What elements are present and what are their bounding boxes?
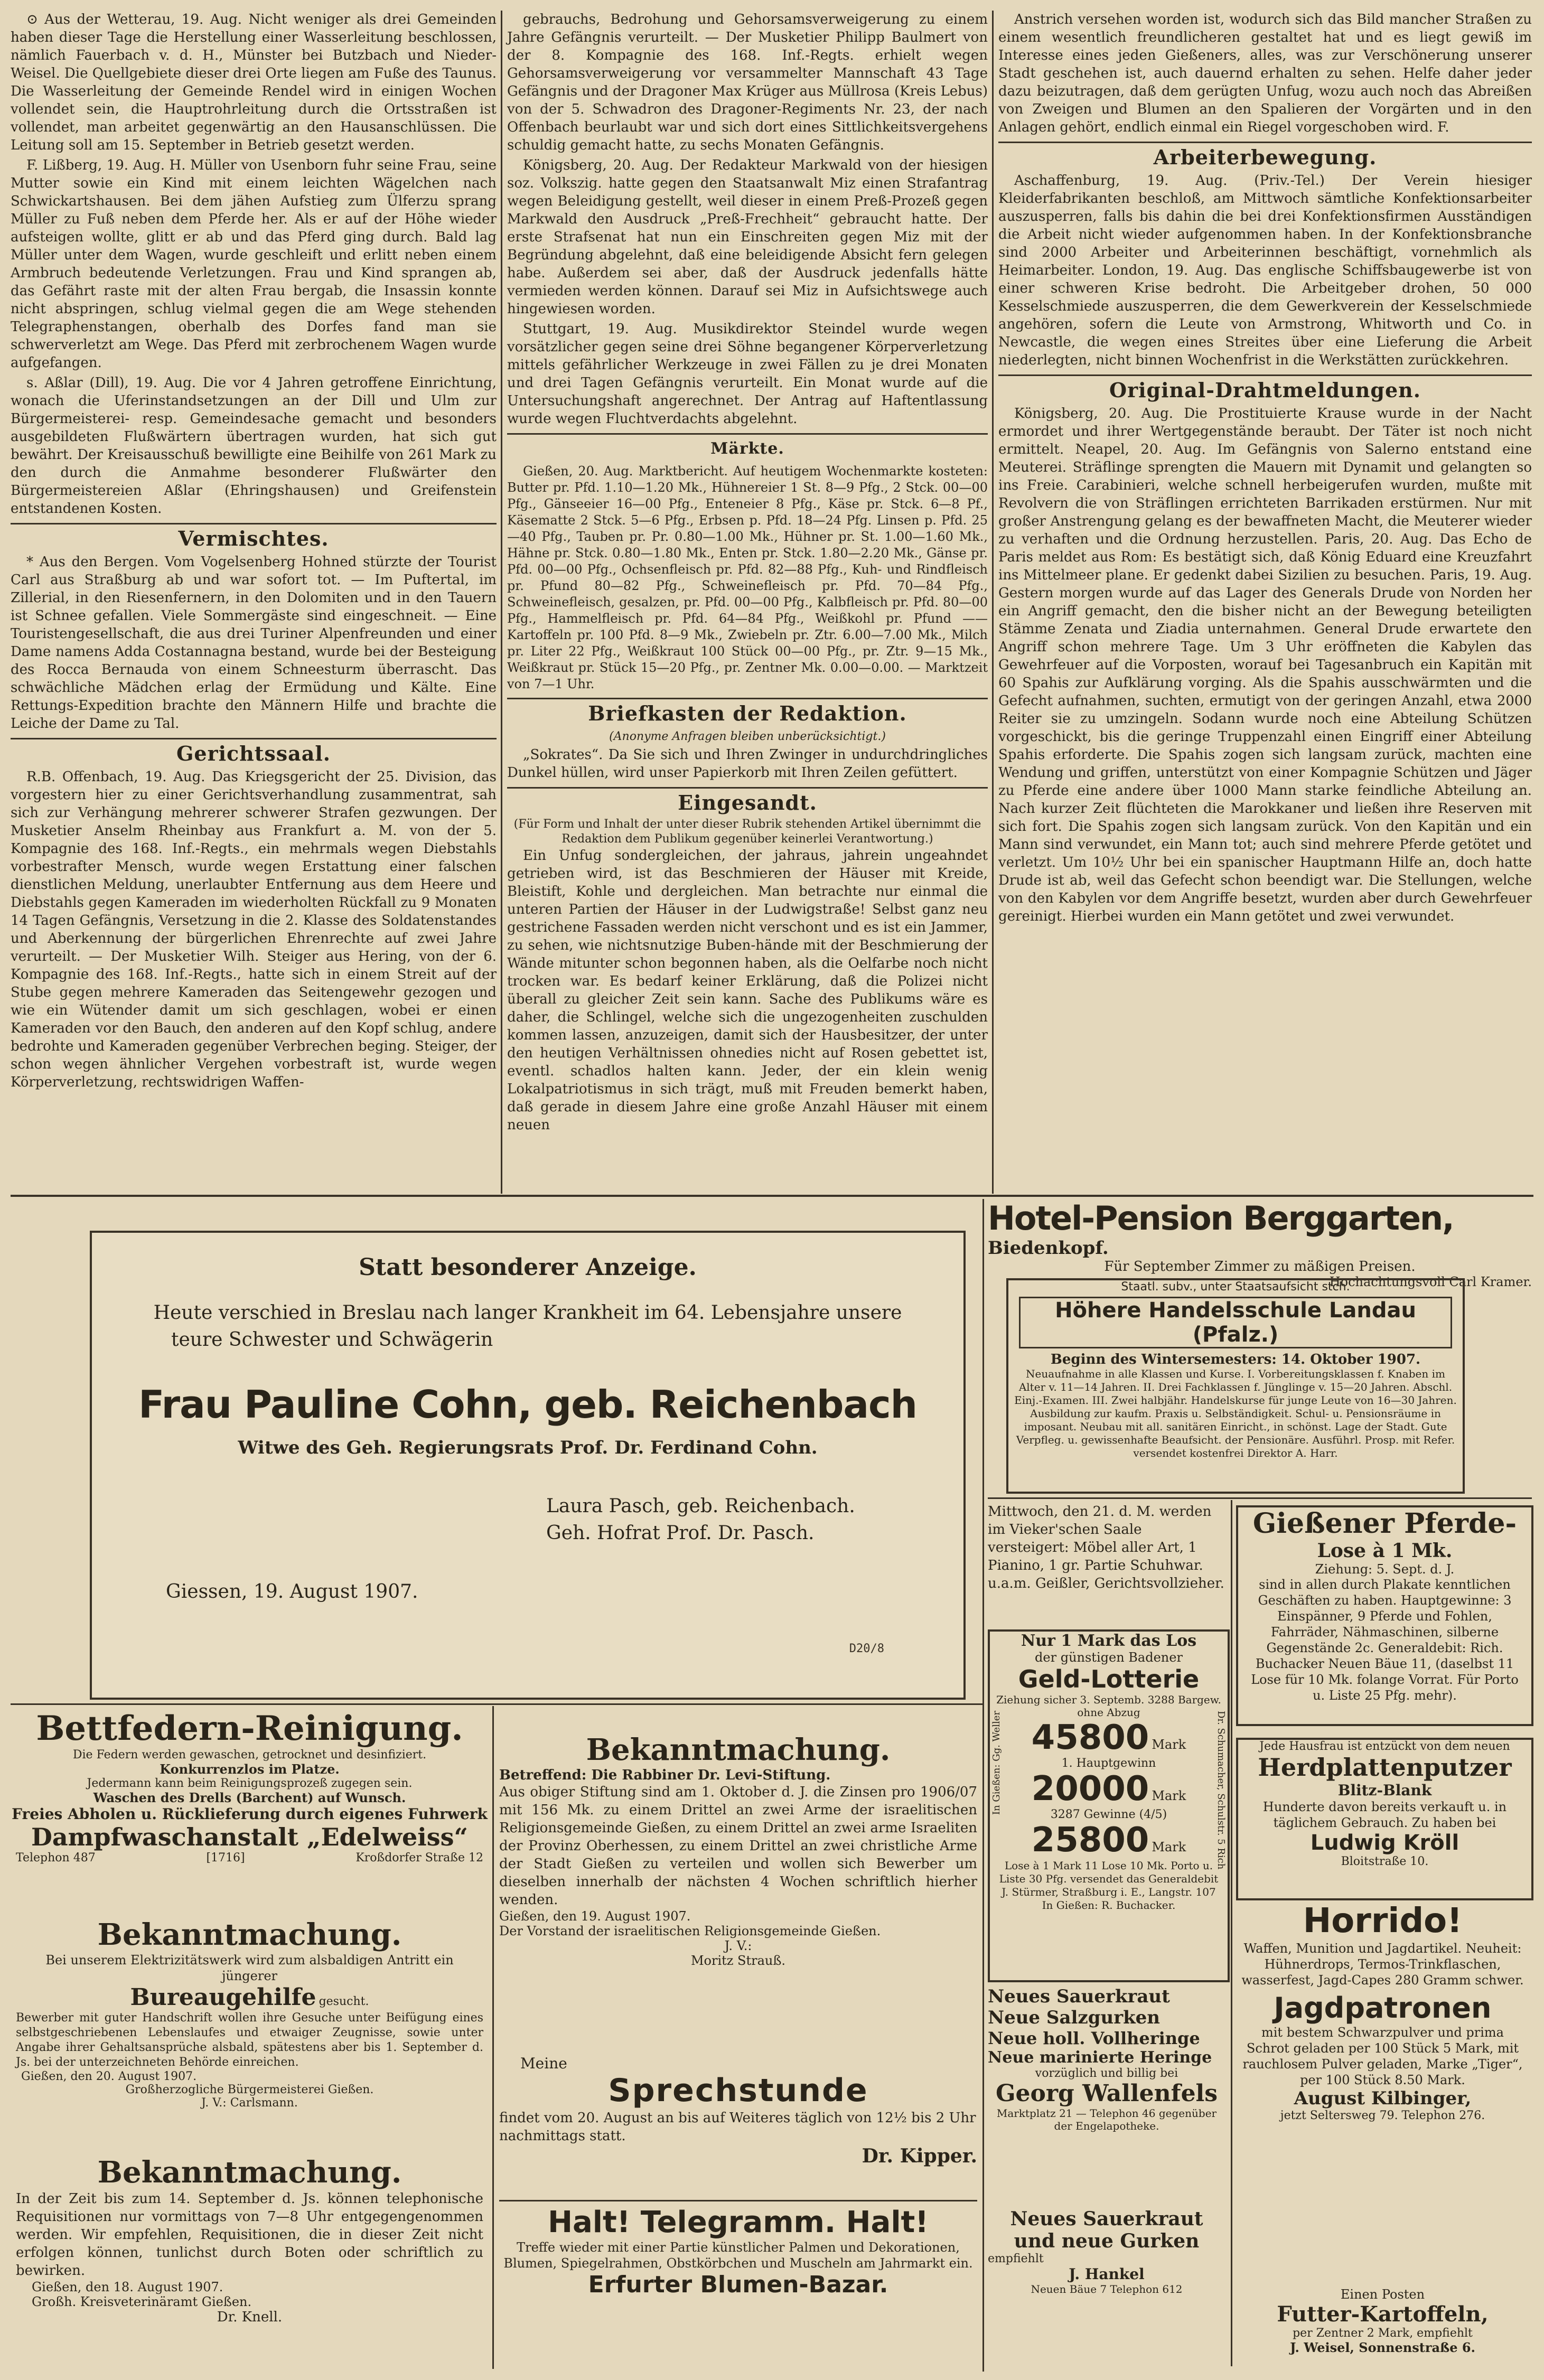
sk1-line4: Neue marinierte Heringe [988,2048,1212,2067]
ad-bekanntmachung-1 [11,1917,489,2150]
death-notice-date: Giessen, 19. August 1907. [166,1581,418,1603]
divider [998,374,1532,376]
lotterie-side-left: In Gießen: Gg. Weller [991,1711,1002,1815]
bek1-line1: Bei unserem Elektrizitätswerk wird zum alsbaldigen Antritt ein jüngerer [45,1953,454,1983]
section-heading-eingesandt: Eingesandt. [678,791,817,814]
pferde-title: Gießener Pferde- [1252,1507,1517,1540]
article-stuttgart: Stuttgart, 19. Aug. Musikdirektor Steindel wurde wegen vorsätzlicher gegen seine drei Söhne begangener Körperverletzung mittels gefährlicher Werkzeuge in zwei Fällen zu je drei Monaten und drei Tagen Gefängnis verurteilt. Ein Monat wurde auf die Untersuchungshaft angerechnet. Der Antrag auf Haftentlassung wurde wegen Fluchtverdachts abgelehnt. [507,321,988,427]
section-heading-drahtmeldungen: Original-Drahtmeldungen. [1109,378,1421,402]
ad-auction [988,1503,1225,1645]
futter-line2: per Zentner 2 Mark, empfiehlt [1293,2327,1473,2340]
ad-horrido [1236,1901,1529,2282]
bek3-text: Aus obiger Stiftung sind am 1. Oktober d. J. die Zinsen pro 1906/07 mit 156 Mk. zu einem Drittel an zwei Arme der israelitischen Religionsgemeinde Gießen, zu einem Drittel an zwei arme Israeliten der Provinz Oberhessen, zu einem Drittel an zwei christliche Arme der Stadt Gießen zu verteilen und wollen sich Bewerber um dieselben innerhalb der nächsten 4 Wochen schriftlich hierher wenden. [499,1784,977,1908]
pferde-text: sind in allen durch Plakate kenntlichen Geschäften zu haben. Hauptgewinne: 3 Einspänner, 9 Pferde und Fohlen, Fahrräder, Nähmaschinen, silberne Gegenstände 2c. Generaldebit: Rich. Buchacker Neuen Bäue 11, (daselbst 11 Lose für 10 Mk. folange Vorrat. Für Porto u. Liste 25 Pfg. mehr). [1251,1577,1519,1703]
divider [11,738,497,739]
article-offenbach: R.B. Offenbach, 19. Aug. Das Kriegsgericht der 25. Division, das vorgestern hier zu einer Gerichtsverhandlung zusammentrat, sah sich zur Verhängung mehrerer schwerer Strafen gezwungen. Der Musketier Anselm Rheinbay aus Frankfurt a. M. von der 5. Kompagnie des 168. Inf.-Regts., ein mehrmals wegen Diebstahls vorbestrafter Mensch, wurde wegen Erstattung einer falschen dienstlichen Meldung, unerlaubter Entfernung aus dem Heere und Diebstahls gegen Kameraden im wiederholten Rückfall zu 9 Monaten 14 Tagen Gefängnis, Versetzung in die 2. Klasse des Soldatenstandes und Aberkennung der bürgerlichen Ehrenrechte auf zwei Jahre verurteilt. — Der Musketier Wilh. Steiger aus Hering, von der 6. Kompagnie des 168. Inf.-Regts., hatte sich in einem Streit auf der Stube gegen mehrere Kameraden das Seitengewehr gezogen und wie ein Wütender damit um sich geschlagen, wobei er einen Kameraden vor den Bauch, den anderen auf den Kopf schlug, andere bedrohte und Kameraden gegenüber Verbrechen beging. Steiger, der schon wegen ähnlicher Vergehen vorbestraft ist, wurde wegen Körperverletzung, rechtswidrigen Waffen- [11,769,497,1090]
ad-blumen [499,2205,977,2369]
ad-futter [1236,2287,1529,2372]
bek3-title: Bekanntmachung. [586,1732,891,1767]
bett-line2: Konkurrenzlos im Platze. [160,1761,340,1777]
herd-sub: Blitz-Blank [1337,1782,1432,1799]
divider [507,433,988,435]
article-sokrates: „Sokrates“. Da Sie sich und Ihren Zwinger in undurchdringliches Dunkel hüllen, wird unser Papierkorb mit Ihren Zeilen gefüttert. [507,747,988,781]
bett-title: Bettfedern-Reinigung. [36,1709,463,1748]
sprech-text: findet vom 20. August an bis auf Weiteres täglich von 12½ bis 2 Uhr nachmittags statt. [499,2110,976,2144]
lotterie-sub: der günstigen Badener [1035,1650,1183,1665]
article-bergen: * Aus den Bergen. Vom Vogelsenberg Hohned stürzte der Tourist Carl aus Straßburg ab und war sofort tot. — Im Puftertal, im Zillerial, in den Riesenfernern, in den Dolomiten und in den Tauern ist Schnee gefallen. Viele Sommergäste sind eingeschneit. — Eine Touristengesellschaft, die aus drei Turiner Alpenfreunden und einer Dame namens Adda Costannagna bestand, wurde bei der Besteigung des Rocca Bernauda von einem Schneesturm überrascht. Das schwächliche Mädchen erlag der Ermüdung und Kälte. Eine Rettungs-Expedition brachte den Männern Hilfe und brachte die Leiche der Dame zu Tal. [11,554,497,732]
ads-divider [11,1195,1533,1197]
bek1-date: Gießen, den 20. August 1907. [21,2070,197,2083]
hotel-place: Biedenkopf. [988,1238,1109,1259]
bett-line1: Die Federn werden gewaschen, getrocknet und desinfiziert. [72,1748,427,1761]
article-wetterau: ⊙ Aus der Wetterau, 19. Aug. Nicht weniger als drei Gemeinden haben dieser Tage die Herstellung einer Wasserleitung beschlossen, nämlich Fauerbach v. d. H., Münster bei Butzbach und Nieder-Weisel. Die Quellgebiete dieser drei Orte liegen am Fuße des Taunus. Die Wasserleitung der Gemeinde Rendel wird in einigen Wochen vollendet sein, die Hauptrohrleitung durch die Ortsstraßen ist vollendet, man arbeitet gegenwärtig an den Hausanschlüssen. Die Leitung soll am 15. September in Betrieb gesetzt werden. [11,12,497,153]
ad-herd [1236,1738,1533,1900]
bek3-betr: Betreffend: Die Rabbiner Dr. Levi-Stiftung. [499,1767,831,1783]
sk1-addr: Marktplatz 21 — Telephon 46 gegenüber der Engelapotheke. [996,2107,1217,2132]
bek1-text: Bewerber mit guter Handschrift wollen ihre Gesuche unter Beifügung eines selbstgeschriebenen Lebenslaufes und etwaiger Zeugnisse, sowie unter Angabe ihrer Gehaltsansprüche alsbald, spätestens aber bis 1. September d. Js. bei der unterzeichneten Behörde einreichen. [16,2011,483,2069]
ad-sauerkraut-2 [988,2208,1225,2366]
ad-sprechstunde [499,2055,977,2197]
sprech-title: Sprechstunde [608,2072,868,2109]
hotel-title: Hotel-Pension Berggarten, [988,1199,1454,1238]
ad-sauerkraut-1 [988,1986,1225,2197]
section-heading-briefkasten: Briefkasten der Redaktion. [588,701,907,725]
bek1-line3: gesucht. [319,1995,369,2008]
herd-title: Herdplattenputzer [1258,1753,1512,1782]
ad-divider [11,1703,982,1705]
lotterie-haupt: 1. Hauptgewinn [1061,1757,1156,1770]
sk2-addr: Neuen Bäue 7 Telephon 612 [1031,2283,1183,2295]
column-1 [11,11,497,1194]
article-koenigsberg: Königsberg, 20. Aug. Der Redakteur Markwald von der hiesigen soz. Volkszig. hatte gegen den Staatsanwalt Miz einen Strafantrag wegen Beleidigung gestellt, weil dieser in einem Preß-Prozeß gegen Markwald den Ausdruck „Preß-Frechheit“ gebraucht hatte. Der erste Strafsenat hat nun ein Einschreiten gegen Miz mit der Begründung abgelehnt, daß eine beleidigende Absicht fern gelegen habe. Außerdem sei aber, daß der Ausdruck jedenfalls hätte vermieden werden können. Darauf sei Miz in Aufsichtswege auch hingewiesen worden. [507,157,988,317]
pferde-sub: Lose à 1 Mk. [1317,1540,1453,1562]
sk1-name: Georg Wallenfels [995,2080,1218,2107]
sk2-name: J. Hankel [1069,2265,1145,2283]
lotterie-top: Nur 1 Mark das Los [1021,1632,1197,1650]
bek1-title: Bekanntmachung. [97,1917,402,1952]
sk2-line3: empfiehlt [988,2252,1044,2265]
sk2-line1: Neues Sauerkraut [1010,2208,1203,2230]
horrido-text: Waffen, Munition und Jagdartikel. Neuheit: Hühnerdrops, Termos-Trinkflaschen, wasserfest, Jagd-Capes 280 Gramm schwer. [1241,1941,1524,1988]
lotterie-prize-1: 45800 [1031,1718,1149,1757]
lotterie-prize-2: 20000 [1031,1769,1149,1809]
school-title: Höhere Handelsschule Landau (Pfalz.) [1019,1297,1452,1348]
article-eingesandt-cont: Anstrich versehen worden ist, wodurch sich das Bild mancher Straßen zu einem wesentlich freundlicheren gestaltet hat und es liegt gewiß im Interesse eines jeden Gießeners, alles, was zur Verschönerung unserer Stadt geschehen ist, auch dauernd erhalten zu sehen. Helfe daher jeder dazu beizutragen, daß dem gerügten Unfug, wozu auch noch das Abreißen von Zweigen und Blumen an den Spalieren der Vorgärten und in den Anlagen gehört, endlich einmal ein Riegel vorgeschoben wird. F. [998,12,1532,135]
bek3-org: Der Vorstand der israelitischen Religionsgemeinde Gießen. [499,1924,881,1938]
futter-line1: Einen Posten [1340,2287,1425,2302]
section-heading-arbeiterbewegung: Arbeiterbewegung. [1153,145,1377,169]
death-notice-line2: teure Schwester und Schwägerin [171,1329,493,1351]
lotterie-prize-3: 25800 [1031,1821,1149,1860]
ad-bekanntmachung-2 [11,2155,489,2369]
blumen-title: Halt! Telegramm. Halt! [548,2205,929,2240]
bek2-text: In der Zeit bis zum 14. September d. Js. können telephonische Requisitionen nur vormittags von 7—8 Uhr entgegengenommen werden. Wir empfehlen, Requisitionen, die in dieser Zeit nicht erfolgen können, tunlichst durch Boten oder schriftlich zu bewirken. [16,2191,483,2279]
ad-divider [988,1497,1532,1499]
ads-column-rule [982,1199,984,2372]
section-heading-maerkte: Märkte. [710,439,784,458]
ad-divider [499,2200,977,2201]
column-rule [992,11,994,1194]
column-rule [501,11,502,1194]
auction-text: Mittwoch, den 21. d. M. werden im Vieker'schen Saale versteigert: Möbel aller Art, 1 Pianino, 1 gr. Partie Schuhwar. u.a.m. Geißler, Gerichtsvollzieher. [988,1504,1224,1591]
sk2-line2: und neue Gurken [1014,2230,1200,2252]
bett-line4: Waschen des Drells (Barchent) auf Wunsch. [93,1790,406,1805]
bett-name: Dampfwaschanstalt „Edelweiss“ [31,1823,469,1851]
sk1-line1: Neues Sauerkraut [988,1986,1170,2007]
bek3-date: Gießen, den 19. August 1907. [499,1909,691,1924]
article-asslar: s. Aßlar (Dill), 19. Aug. Die vor 4 Jahren getroffene Einrichtung, wonach die Uferinstandsetzungen an der Dill und Ulm zur Bürgermeisterei- resp. Gemeindesache gemacht und besonders ausgebildeten Flußwärtern übertragen wurden, hat sich gut bewährt. Der Kreisausschuß bewilligte eine Beihilfe von 261 Mark zu den durch die Anmahme besonderer Flußwärter den Bürgermeistereien Aßlar (Ehringshausen) und Greifenstein entstandenen Kosten. [11,375,497,517]
section-heading-vermischtes: Vermischtes. [178,527,329,550]
signatory-1: Laura Pasch, geb. Reichenbach. [546,1495,855,1517]
herd-text: Hunderte davon bereits verkauft u. in täglichem Gebrauch. Zu haben bei [1262,1800,1507,1830]
lotterie-mark: Mark [1152,1840,1186,1854]
bett-footer [11,1851,489,1864]
column-2 [507,11,988,1194]
horrido-name: August Kilbinger, [1294,2088,1472,2109]
herd-name: Ludwig Kröll [1310,1831,1459,1855]
pferde-ziehung: Ziehung: 5. Sept. d. J. [1315,1562,1455,1577]
lotterie-title: Geld-Lotterie [1018,1665,1200,1693]
lotterie-mark: Mark [1152,1788,1186,1803]
sprech-pre: Meine [520,2055,567,2072]
divider [507,787,988,789]
lotterie-gewinne: 3287 Gewinne (4/5) [1050,1808,1167,1821]
bett-tel: Telephon 487 [16,1851,96,1864]
ad-school [1006,1278,1465,1494]
lotterie-mark: Mark [1152,1737,1186,1752]
bek1-org: Großherzogliche Bürgermeisterei Gießen. [125,2083,374,2096]
divider [998,142,1532,143]
lotterie-text: Lose à 1 Mark 11 Lose 10 Mk. Porto u. Liste 30 Pfg. versendet das Generaldebit J. Stürmer, Straßburg i. E., Langstr. 107 In Gießen: R. Buchacker. [999,1859,1219,1912]
article-eingesandt: Ein Unfug sondergleichen, der jahraus, jahrein ungeahndet getrieben wird, ist das Beschmieren der Häuser mit Kreide, Bleistift, Kohle und dergleichen. Man betrachte nur einmal die unteren Partien der Häuser in der Ludwigstraße! Selbst ganz neu gestrichene Fassaden werden nicht verschont und es ist ein Jammer, zu sehen, wie nichtsnutzige Buben-hände mit der Beschmierung der Wände mitunter schon begonnen haben, als die Oelfarbe noch nicht trocken war. Es bedarf keiner Erklärung, daß die Polizei nicht überall zu gleicher Zeit sein kann. Sache des Publikums wäre es daher, die Schlingel, welche sich die ungezogenheiten zuschulden kommen lassen, anzuzeigen, damit sich der Hausbesitzer, der unter den heutigen Verhältnissen ohnedies nicht auf Rosen gebettet ist, eventl. schadlos halten kann. Jeder, der ein klein wenig Lokalpatriotismus in sich trägt, muß mit Freuden bemerkt haben, daß gerade in diesem Jahre eine große Anzahl Häuser mit einem neuen [507,848,988,1133]
article-drahtmeldungen: Königsberg, 20. Aug. Die Prostituierte Krause wurde in der Nacht ermordet und ihrer Wertgegenstände beraubt. Der Täter ist noch nicht ermittelt. Neapel, 20. Aug. Im Gefängnis von Salerno entstand eine Meuterei. Sträflinge sprengten die Mauern mit Dynamit und gelangten so ins Freie. Carabinieri, welche schnell herbeigerufen wurden, mußte mit Revolvern die von Sträflingen errichteten Barrikaden erstürmen. Nur mit großer Anstrengung gelang es der bewaffneten Macht, die Meuterer wieder zu verhaften und die Ordnung herzustellen. Paris, 20. Aug. Das Echo de Paris meldet aus Rom: Es bestätigt sich, daß König Eduard eine Kreuzfahrt ins Mittelmeer plane. Er gedenkt dabei Sizilien zu besuchen. Paris, 19. Aug. Gestern morgen wurde auf das Lager des Generals Drude von Norden her ein Angriff gemacht, den die bisher nicht an der Bewegung beteiligten Stämme Zenata und Ziadia unternahmen. General Drude erwartete den Angriff schon mehrere Tage. Um 3 Uhr eröffneten die Kabylen das Gewehrfeuer auf die Vorposten, worauf bei Tagesanbruch ein Kapitän mit 60 Spahis zur Aufklärung vorging. Als die Spahis ausschwärmten und die Gefecht aufnahmen, suchten, ermutigt von der geringen Anzahl, etwa 2000 Reiter sie zu umzingeln. Sodann wurde noch eine Abteilung Schützen vorgeschickt, bis die geringe Truppenzahl einen Eingriff einer Abteilung Spahis erforderte. Die Spahis zogen sich langsam zurück, machten eine Wendung und griffen, unterstützt von einer Kompagnie Schützen und Jäger zu Pferde eine andere über 1000 Mann starke feindliche Abteilung an. Nach kurzer Zeit flüchteten die Marokkaner und ließen ihre Reserven mit sich fort. Die Spahis zogen sich langsam zurück. Von den Kapitän und ein Mann sind verwundet, ein Mann tot; auch sind mehrere Pferde getötet und verletzt. Um 10½ Uhr bei ein spanischer Hauptmann Hilfe an, doch hatte Drude ist ab, weil das Gefecht schon beendigt war. Die Stellungen, welche von den Kabylen vor dem Angriffe besetzt, wurden aber durch Gewehrfeuer gereinigt. Hierbei wurden ein Mann getötet und zwei verwundet. [998,406,1532,924]
ad-lotterie [988,1629,1230,1982]
sprech-name: Dr. Kipper. [862,2145,977,2167]
bek2-sign: Dr. Knell. [217,2309,283,2325]
herd-addr: Bloitstraße 10. [1341,1855,1429,1868]
lotterie-side-right: Dr. Schumacher, Schulstr. 5 Rich [1215,1711,1227,1870]
death-notice-line1: Heute verschied in Breslau nach langer Krankheit im 64. Lebensjahre unsere [153,1302,902,1324]
death-notice [90,1231,966,1700]
bett-code: [1716] [206,1851,245,1864]
ad-pferde [1236,1505,1533,1726]
bek3-sign2: Moritz Strauß. [690,1953,786,1968]
bek1-line2: Bureaugehilfe [130,1984,316,2011]
bek1-sign: J. V.: Carlsmann. [201,2096,298,2110]
hotel-line: Für September Zimmer zu mäßigen Preisen. [1104,1259,1416,1275]
jagd-title: Jagdpatronen [1274,1991,1492,2025]
horrido-title: Horrido! [1303,1901,1463,1941]
lotterie-ziehung: Ziehung sicher 3. Septemb. 3288 Bargew. ohne Abzug [996,1693,1221,1719]
section-heading-gerichtssaal: Gerichtssaal. [176,742,331,765]
blumen-name: Erfurter Blumen-Bazar. [588,2271,888,2298]
futter-name: J. Weisel, Sonnenstraße 6. [1290,2340,1475,2355]
sk1-line2: Neue Salzgurken [988,2007,1161,2028]
ads-column-rule [492,1706,494,2369]
briefkasten-note: (Anonyme Anfragen bleiben unberücksichtigt.) [609,730,886,743]
deceased-name: Frau Pauline Cohn, geb. Reichenbach [138,1382,917,1427]
ad-code: D20/8 [849,1642,884,1655]
eingesandt-note: (Für Form und Inhalt der unter dieser Rubrik stehenden Artikel übernimmt die Redaktion dem Publikum gegenüber keinerlei Verantwortung.) [513,818,981,846]
ads-column-rule [1231,1500,1232,2366]
article-litzberg: F. Lißberg, 19. Aug. H. Müller von Usenborn fuhr seine Frau, seine Mutter sowie ein Kind mit einem leichten Wägelchen nach Schwickartshausen. Bei dem jähen Aufstieg zum Ülferzu sprang Müller zu Fuß neben dem Pferde her. Als er auf der Höhe wieder aufsteigen wollte, glitt er ab und das Pferd ging durch. Bald lag Müller unter dem Wagen, wurde geschleift und erlitt neben einem Armbruch bedeutende Verletzungen. Frau und Kind sprangen ab, das Gefährt raste mit der alten Frau bergab, die Insassin konnte nicht abspringen, schlug vielmal gegen die am Wege stehenden Telegraphenstangen, oberhalb des Dorfes fand man sie schwerverletzt am Wege. Das Pferd mit zerbrochenem Wagen wurde aufgefangen. [11,157,497,371]
school-text: Neuaufnahme in alle Klassen und Kurse. I. Vorbereitungsklassen f. Knaben im Alter v. 11—14 Jahren. II. Drei Fachklassen f. Jünglinge v. 15—20 Jahren. Abschl. Einj.-Examen. III. Zwei halbjähr. Handelskurse für junge Leute von 16—30 Jahren. Ausbildung zur kaufm. Praxis u. Selbständigkeit. Schul- u. Pensionsräume in imposant. Neubau mit all. sanitären Einricht., in schönst. Lage der Stadt. Gute Verpfleg. u. gewissenhafte Beaufsicht. der Pensionäre. Ausführl. Prosp. mit Refer. versendet kostenfrei Direktor A. Harr. [1014,1367,1457,1459]
blumen-text: Treffe wieder mit einer Partie künstlicher Palmen und Dekorationen, Blumen, Spiegelrahmen, Obstkörbchen und Muscheln am Jahrmarkt ein. [503,2240,973,2271]
death-notice-heading: Statt besonderer Anzeige. [359,1254,697,1281]
bett-line3: Jedermann kann beim Reinigungsprozeß zugegen sein. [87,1777,413,1790]
ad-bekanntmachung-3 [499,1732,977,2049]
deceased-title: Witwe des Geh. Regierungsrats Prof. Dr. Ferdinand Cohn. [238,1437,818,1458]
article-aschaffenburg: Aschaffenburg, 19. Aug. (Priv.-Tel.) Der Verein hiesiger Kleiderfabrikanten beschloß, am Mittwoch sämtliche Konfektionsarbeiter auszusperren, falls bis dahin die bei drei Konfektionsfirmen Ausständigen die Arbeit nicht wieder aufgenommen haben. In der Konfektionsbranche sind 2000 Arbeiter und Arbeiterinnen beschäftigt, vornehmlich als Heimarbeiter. London, 19. Aug. Das englische Schiffsbaugewerbe ist von einer schweren Krise bedroht. Die Arbeitgeber drohen, 50 000 Kesselschmiede auszusperren, die dem Gewerkverein der Kesselschmiede angehören, sofern die Leute von Armstrong, Whitworth und Co. in Newcastle, die wegen eines Streites über eine Lieferung die Arbeit niederlegten, nicht binnen Wochenfrist in die Werkstätten zurückkehren. [998,173,1532,368]
sk1-line5: vorzüglich und billig bei [1035,2067,1178,2080]
bett-line5: Freies Abholen u. Rücklieferung durch eigenes Fuhrwerk [12,1805,488,1823]
futter-title: Futter-Kartoffeln, [1277,2302,1489,2327]
ad-bettfedern [11,1709,489,1915]
divider [507,698,988,699]
school-tag: Staatl. subv., unter Staatsaufsicht stch. [1121,1280,1350,1294]
jagd-text: mit bestem Schwarzpulver und prima Schrot geladen per 100 Stück 5 Mark, mit rauchlosem Pulver geladen, Marke „Tiger“, per 100 Stück 8.50 Mark. [1242,2025,1523,2087]
article-gericht-cont: gebrauchs, Bedrohung und Gehorsamsverweigerung zu einem Jahre Gefängnis verurteilt. — Der Musketier Philipp Baulmert von der 8. Kompagnie des 168. Inf.-Regts. erhielt wegen Gehorsamsverweigerung vor versammelter Mannschaft 43 Tage Gefängnis und der Dragoner Max Krüger aus Müllrosa (Kreis Lebus) von der 5. Schwadron des Dragoner-Regiments Nr. 23, der nach Offenbach beurlaubt war und sich dort eines Sittlichkeitsvergehens schuldig gemacht hatte, zu sechs Monaten Gefängnis. [507,12,988,153]
hotel-sign: Hochachtungsvoll Carl Kramer. [1329,1275,1532,1289]
bett-addr: Kroßdorfer Straße 12 [355,1851,483,1864]
herd-line: Jede Hausfrau ist entzückt von dem neuen [1259,1740,1510,1753]
bek2-org: Großh. Kreisveterinäramt Gießen. [32,2294,252,2309]
bek2-title: Bekanntmachung. [97,2155,402,2190]
divider [11,523,497,524]
signatory-2: Geh. Hofrat Prof. Dr. Pasch. [546,1522,815,1544]
column-3 [998,11,1532,1194]
bek3-sign1: J. V.: [724,1938,752,1953]
horrido-addr: jetzt Seltersweg 79. Telephon 276. [1280,2109,1485,2122]
school-sub: Beginn des Wintersemesters: 14. Oktober 1907. [1050,1352,1421,1367]
bek2-date: Gießen, den 18. August 1907. [32,2280,223,2294]
article-marktbericht: Gießen, 20. Aug. Marktbericht. Auf heutigem Wochenmarkte kosteten: Butter pr. Pfd. 1.10—1.20 Mk., Hühnereier 1 St. 8—9 Pfg., 2 Stck. 00—00 Pfg., Gänseeier 16—00 Pfg., Enteneier 8 Pfg., Käse pr. Stck. 6—8 Pf., Käsematte 2 Stck. 5—6 Pfg., Erbsen p. Pfd. 18—24 Pfg. Linsen p. Pfd. 25—40 Pfg., Tauben pr. Pr. 0.80—1.00 Mk., Hühner pr. St. 1.00—1.60 Mk., Hähne pr. Stck. 0.80—1.80 Mk., Enten pr. Stck. 1.80—2.20 Mk., Gänse pr. Pfd. 00—00 Pfg., Ochsenfleisch pr. Pfd. 82—88 Pfg., Kuh- und Rindfleisch pr. Pfund 80—82 Pfg., Schweinefleisch pr. Pfd. 70—84 Pfg., Schweinefleisch, gesalzen, pr. Pfd. 00—00 Pfg., Kalbfleisch pr. Pfd. 80—00 Pfg., Hammelfleisch pr. Pfd. 64—84 Pfg., Weißkohl pr. Pfund —— Kartoffeln pr. 100 Pfd. 8—9 Mk., Zwiebeln pr. Ztr. 6.00—7.00 Mk., Milch pr. Liter 22 Pfg., Weißkraut 100 Stück 00—00 Pfg., pr. Ztr. 9—15 Mk., Weißkraut pr. Stück 15—20 Pfg., pr. Zentner Mk. 0.00—0.00. — Marktzeit von 7—1 Uhr. [507,464,988,691]
sk1-line3: Neue holl. Vollheringe [988,2028,1200,2048]
